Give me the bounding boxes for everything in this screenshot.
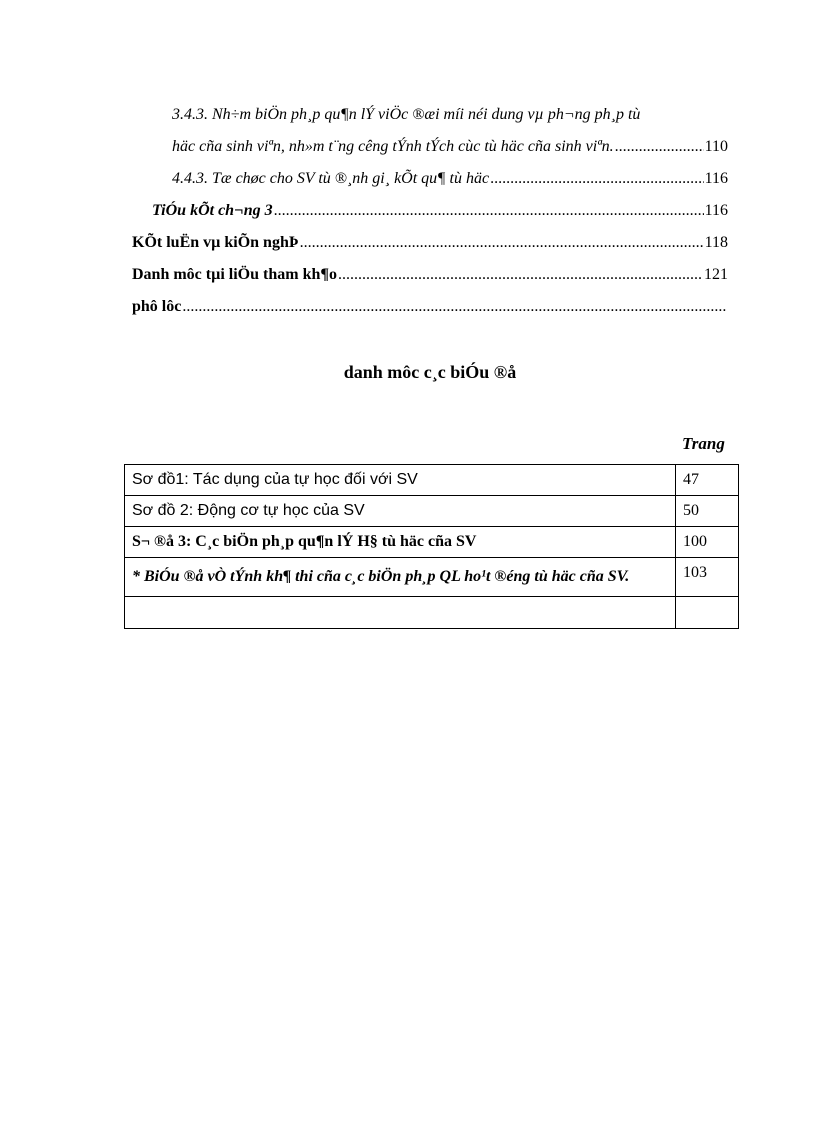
- diagram-list-table: [124, 464, 739, 629]
- table-row: [125, 597, 739, 629]
- diagram-label: [125, 597, 676, 629]
- toc-entry-443-label: 4.4.3. Tæ chøc cho SV tù ®¸nh gi¸ kÕt qu¶ tù häc: [172, 170, 490, 187]
- diagram-page: 50: [676, 496, 739, 527]
- table-row: [125, 465, 739, 496]
- toc-entry-summary-label: TiÓu kÕt ch¬ng 3: [152, 202, 273, 219]
- toc-entry-references-page: 121: [704, 266, 728, 283]
- table-row: [125, 558, 739, 597]
- toc-entry-appendix: [132, 296, 728, 318]
- table-row: [125, 527, 739, 558]
- toc-leader-dots: [615, 136, 704, 158]
- toc-entry-443-page: 116: [704, 170, 728, 187]
- toc-entry-summary: [152, 200, 728, 222]
- diagram-label: * BiÓu ®å vÒ tÝnh kh¶ thi cña c¸c biÖn ph¸p QL ho¹t ®éng tù häc cña SV.: [125, 558, 676, 597]
- diagram-page: [676, 597, 739, 629]
- toc-entry-references-label: Danh môc tµi liÖu tham kh¶o: [132, 266, 337, 283]
- toc-entry-343-line1: 3.4.3. Nh÷m biÖn ph¸p qu¶n lÝ viÖc ®æi míi néi dung vµ ph¬ng ph¸p tù: [172, 106, 641, 123]
- diagram-label: S¬ ®å 3: C¸c biÖn ph¸p qu¶n lÝ H§ tù häc cña SV: [125, 527, 676, 558]
- toc-leader-dots: [274, 200, 704, 222]
- toc-entry-references: [132, 264, 728, 286]
- toc-entry-343-page: 110: [704, 138, 728, 155]
- diagram-page: 47: [676, 465, 739, 496]
- diagram-page: 103: [676, 558, 739, 597]
- toc-leader-dots: [338, 264, 703, 286]
- diagram-label: Sơ đồ 2: Động cơ tự học của SV: [125, 496, 676, 527]
- diagram-label: Sơ đồ1: Tác dụng của tự học đối với SV: [125, 465, 676, 496]
- diagram-page: 100: [676, 527, 739, 558]
- toc-entry-443: [172, 168, 728, 190]
- diagram-list-title: danh môc c¸c biÓu ®å: [343, 362, 517, 382]
- toc-leader-dots: [300, 232, 704, 254]
- page-column-header: Trang: [682, 434, 725, 453]
- toc-entry-conclusion-label: KÕt luËn vµ kiÕn nghÞ: [132, 234, 299, 251]
- toc-entry-343-label: häc cña sinh viªn, nh»m t¨ng cêng tÝnh tÝch cùc tù häc cña sinh viªn.: [172, 138, 614, 155]
- toc-entry-343-line2: [172, 136, 728, 158]
- toc-entry-conclusion-page: 118: [704, 234, 728, 251]
- table-row: [125, 496, 739, 527]
- toc-entry-conclusion: [132, 232, 728, 254]
- toc-entry-summary-page: 116: [704, 202, 728, 219]
- toc-leader-dots: [490, 168, 704, 190]
- toc-entry-appendix-label: phô lôc: [132, 298, 182, 315]
- toc-leader-dots: [182, 296, 727, 318]
